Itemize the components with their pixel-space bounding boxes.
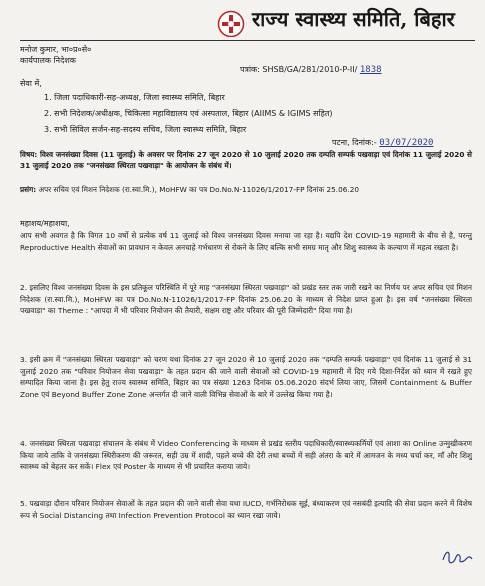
patrank-handwritten: 1838	[359, 65, 382, 75]
header-divider	[20, 40, 475, 41]
place-date-label: पटना, दिनांक:-	[332, 138, 377, 147]
patrank-label: पत्रांक:	[240, 65, 260, 74]
reference-text: अपर सचिव एवं मिशन निदेशक (रा.स्वा.मि.), MoHFW का पत्र Do.No.N-11026/1/2017-FP दिनांक 25.06.20	[38, 185, 359, 194]
seva-mein: सेवा में,	[20, 79, 42, 88]
paragraph-1: आप सभी अवगत है कि विगत 10 वर्षो से प्रत्येक वर्ष 11 जुलाई को विश्व जनसंख्या दिवस मनाया जा रहा है। यद्यपि देश COVID-19 महामारी के बीच से है, परन्तु Reproductive Health सेवाओं का प्रावधान न केवल अनचाहे गर्भधारण से रोकने के लिए बल्कि सभी समग्र मातृ और शिशु स्वास्थ्य के कल्याण में महत्व रखता है।	[20, 231, 472, 252]
paragraph-5: 5. पखवाड़ा दौरान परिवार नियोजन सेवाओं के तहत प्रदान की जाने वाली सेवा यथा IUCD, गर्भनिरोधक सूई, बंध्याकरण एवं नसबंदी इत्यादि की सेवा प्रदान करने में विशेष रूप से Social Distancing तथा Infection Prevention Protocol का ध्यान रखा जाये।	[20, 499, 472, 520]
state-health-society-emblem-icon	[216, 10, 246, 37]
paragraph-3: 3. इसी क्रम में "जनसंख्या स्थिरता पखवाड़ा" को चरण यथा दिनांक 27 जून 2020 से 10 जुलाई 2020 तक "दम्पति सम्पर्क पखवाड़ा" एवं दिनांक 11 जुलाई से 31 जुलाई 2020 तक "परिवार नियोजन सेवा पखवाड़ा" के तहत प्रदान की जाने वाली सेवाओं को COVID-19 महामारी में दिए गये दिशा-निर्देश को ध्यान में रखते हुए सम्पादित किया जाना है। इस हेतु राज्य स्वास्थ्य समिति, बिहार का पत्र संख्या 1263 दिनांक 05.06.2020 संदर्भ लिया जाए, जिसमें Containment & Buffer Zone एवं Beyond Buffer Zone Zone अन्तर्गत दी जाने वाली विभिन्न सेवाओं के बारे में उल्लेख किया गया है।	[20, 355, 472, 399]
sender-designation: कार्यपालक निदेशक	[20, 56, 76, 65]
recipient-1: 1. जिला पदाधिकारी-सह-अध्यक्ष, जिला स्वास्थ्य समिति, बिहार	[44, 93, 225, 102]
reference	[20, 183, 472, 197]
page-title: राज्य स्वास्थ्य समिति, बिहार	[252, 7, 455, 31]
paragraph-4: 4. जनसंख्या स्थिरता पखवाड़ा संचालन के संबंध में Video Conferencing के माध्यम से प्रखंड स्तरीय पदाधिकारी/स्वास्थ्यकर्मियों एवं आशा का Online उन्मुखीकरण किया जाये ताकि वे जनसंख्या स्थिरीकरण की जरूरत, सही उम्र में शादी, पहले बच्चे की देरी तथा बच्चों में सही अंतरा के बारे में आमजन के मध्य चर्चा कर, माँ और शिशु स्वास्थ्य को बेहतर कर सकें। Flex एवं Poster के माध्यम से भी प्रचारित कराया जाये।	[20, 439, 472, 472]
recipient-3: 3. सभी सिविल सर्जन-सह-सदस्य सचिव, जिला स्वास्थ्य समिति, बिहार	[44, 125, 247, 134]
subject	[20, 150, 472, 172]
patrank-value: SHSB/GA/281/2010-P-II/	[262, 65, 358, 74]
sender-name: मनोज कुमार, भा०प्र०से०	[20, 45, 92, 54]
salutation: महाशय/महाशया,	[20, 219, 70, 228]
date-handwritten: 03/07/2020	[379, 138, 434, 148]
recipient-2: 2. सभी निदेशक/अधीक्षक, चिकित्सा महाविद्यालय एवं अस्पताल, बिहार (AIIMS & IGIMS सहित)	[44, 109, 333, 118]
subject-text: विश्व जनसंख्या दिवस (11 जुलाई) के अवसर पर दिनांक 27 जून 2020 से 10 जुलाई 2020 तक दम्पति सम्पर्क पखवाड़ा एवं दिनांक 11 जुलाई 2020 से 31 जुलाई 2020 तक "जनसंख्या स्थिरता पखवाड़ा" के आयोजन के संबंध में।	[20, 150, 472, 170]
paragraph-2: 2. इसलिए विश्व जनसंख्या दिवस के इस प्रतिकूल परिस्थिति में पूरे माह "जनसंख्या स्थिरता पखवाड़ा" को प्रखंड स्तर तक जारी रखने का निर्णय पर अपर सचिव एवं मिशन निदेशक (रा.स्वा.मि.), MoHFW का पत्र Do.No.N-11026/1/2017-FP दिनांक 25.06.20 के माध्यम से निदेश प्राप्त हुआ है। इस वर्ष "जनसंख्या स्थिरता पखवाड़ा" का Theme : "आपदा में भी परिवार नियोजन की तैयारी, सक्षम राष्ट्र और परिवार की पूरी जिम्मेदारी" दिया गया है।	[20, 283, 472, 316]
subject-label: विषय:	[20, 150, 38, 159]
reference-label: प्रसंग:	[20, 185, 37, 194]
handwritten-signature-icon	[440, 548, 474, 568]
